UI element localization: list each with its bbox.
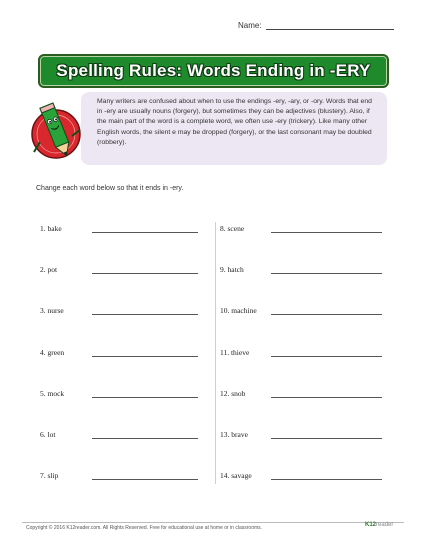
answer-blank[interactable] <box>92 314 198 315</box>
logo-suffix: reader <box>376 522 394 528</box>
answer-blank[interactable] <box>271 314 382 315</box>
column-divider <box>215 222 216 484</box>
answer-blank[interactable] <box>92 232 198 233</box>
answer-blank[interactable] <box>92 438 198 439</box>
instruction-text: Change each word below so that it ends in -ery. <box>36 185 184 192</box>
footer-divider <box>22 522 404 523</box>
word-item <box>40 389 64 398</box>
answer-blank[interactable] <box>271 356 382 357</box>
word-label: 12. snob <box>220 388 246 398</box>
word-item <box>220 430 248 439</box>
logo-brand: K12 <box>365 522 377 528</box>
word-item <box>40 265 57 274</box>
answer-blank[interactable] <box>271 232 382 233</box>
word-item <box>40 430 55 439</box>
answer-blank[interactable] <box>92 479 198 480</box>
name-blank[interactable] <box>266 20 394 30</box>
word-label: 9. hatch <box>220 265 244 275</box>
answer-blank[interactable] <box>271 397 382 398</box>
page-title: Spelling Rules: Words Ending in -ERY <box>56 61 371 80</box>
answer-blank[interactable] <box>92 356 198 357</box>
word-label: 3. nurse <box>40 306 64 316</box>
red-pencil-mascot-icon <box>26 96 90 168</box>
answer-blank[interactable] <box>92 397 198 398</box>
word-label: 11. thieve <box>220 347 250 357</box>
word-label: 1. bake <box>40 224 62 233</box>
word-item <box>220 389 245 398</box>
word-label: 10. machine <box>220 306 257 316</box>
answer-blank[interactable] <box>92 273 198 274</box>
word-item <box>220 265 244 274</box>
answer-blank[interactable] <box>271 273 382 274</box>
word-label: 6. lot <box>40 430 56 439</box>
word-label: 5. mock <box>40 388 65 398</box>
word-label: 7. slip <box>40 471 59 481</box>
word-label: 4. green <box>40 347 65 357</box>
answer-blank[interactable] <box>271 438 382 439</box>
word-item <box>40 348 64 357</box>
word-label: 14. savage <box>220 471 252 481</box>
title-banner <box>38 54 389 88</box>
word-item <box>40 306 64 315</box>
k12reader-logo <box>365 522 393 528</box>
word-item <box>40 471 58 480</box>
word-item <box>220 348 249 357</box>
word-label: 8. scene <box>220 224 245 233</box>
name-field <box>238 20 394 30</box>
name-label: Name: <box>238 21 262 30</box>
intro-text: Many writers are confused about when to use the endings -ery, -ary, or -ory. Words that end in -ery are usually nouns (forgery), but sometimes they can be adjectives (blustery). Also, if the main part of the word is a complete word, we often use -ery (trickery). Like many other English words, the silent e may be dropped (forgery), or the last consonant may be doubled (robbery). <box>97 98 372 146</box>
copyright-text: Copyright © 2016 K12reader.com. All Rights Reserved. Free for educational use at home or in classrooms. <box>26 525 263 531</box>
word-label: 2. pot <box>40 265 58 275</box>
word-item <box>220 471 252 480</box>
intro-box <box>81 92 387 165</box>
word-item <box>220 306 257 315</box>
word-item <box>40 224 62 233</box>
word-label: 13. brave <box>220 430 248 439</box>
answer-blank[interactable] <box>271 479 382 480</box>
word-item <box>220 224 244 233</box>
